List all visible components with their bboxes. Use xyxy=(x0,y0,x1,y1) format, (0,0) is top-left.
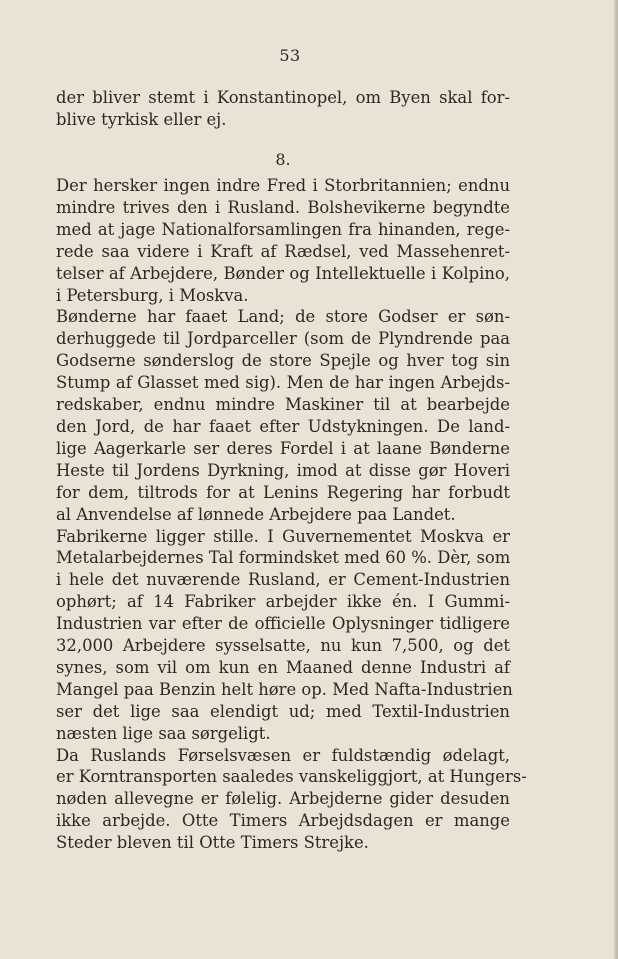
text-line: blive tyrkisk eller ej. xyxy=(56,109,227,129)
text-line: i Petersburg, i Moskva. xyxy=(56,285,249,305)
text-line: Metalarbejdernes Tal formindsket med 60 %. Dèr, som xyxy=(56,548,511,568)
text-line: for dem, tiltrods for at Lenins Regering har forbudt xyxy=(56,482,510,502)
text-line: synes, som vil om kun en Maaned denne Industri af xyxy=(56,657,510,677)
text-line: rede saa videre i Kraft af Rædsel, ved Massehenret- xyxy=(56,241,510,261)
text-line: Steder bleven til Otte Timers Strejke. xyxy=(56,833,369,853)
text-line: lige Aagerkarle ser deres Fordel i at laane Bønderne xyxy=(56,438,510,458)
text-line: mindre trives den i Rusland. Bolshevikerne begyndte xyxy=(56,197,510,217)
page-number: 53 xyxy=(279,46,301,65)
text-line: nøden allevegne er følelig. Arbejderne gider desuden xyxy=(56,789,510,809)
text-line: Mangel paa Benzin helt høre op. Med Nafta-Industrien xyxy=(56,679,513,699)
intro-paragraph xyxy=(56,87,510,131)
text-line: Godserne sønderslog de store Spejle og hver tog sin xyxy=(56,351,510,371)
text-line: den Jord, de har faaet efter Udstykningen. De land- xyxy=(56,416,510,436)
text-line: ser det lige saa elendigt ud; med Textil-Industrien xyxy=(56,701,510,721)
text-line: ophørt; af 14 Fabriker arbejder ikke én. I Gummi- xyxy=(56,592,510,612)
text-line: Stump af Glasset med sig). Men de har ingen Arbejds- xyxy=(56,373,510,393)
text-line: derhuggede til Jordparceller (som de Plyndrende paa xyxy=(56,329,510,349)
body-text xyxy=(56,175,527,854)
text-line: i hele det nuværende Rusland, er Cement-Industrien xyxy=(56,570,510,590)
text-line: Fabrikerne ligger stille. I Guvernementet Moskva er xyxy=(56,526,510,546)
text-line: Bønderne har faaet Land; de store Godser er søn- xyxy=(56,307,510,327)
text-line: Industrien var efter de officielle Oplysninger tidligere xyxy=(56,614,510,634)
text-line: der bliver stemt i Konstantinopel, om Byen skal for- xyxy=(56,88,510,107)
text-line: al Anvendelse af lønnede Arbejdere paa Landet. xyxy=(56,504,456,524)
text-line: Der hersker ingen indre Fred i Storbritannien; endnu xyxy=(56,176,510,195)
text-line: telser af Arbejdere, Bønder og Intellektuelle i Kolpino, xyxy=(56,263,510,283)
text-line: Da Ruslands Førselsvæsen er fuldstændig ødelagt, xyxy=(56,745,510,765)
text-line: redskaber, endnu mindre Maskiner til at bearbejde xyxy=(56,395,510,415)
text-line: er Korntransporten saaledes vanskeliggjort, at Hungers- xyxy=(56,767,527,787)
text-line: ikke arbejde. Otte Timers Arbejdsdagen er mange xyxy=(56,811,510,831)
text-line: 32,000 Arbejdere sysselsatte, nu kun 7,500, og det xyxy=(56,636,510,656)
text-line: Heste til Jordens Dyrkning, imod at disse gør Hoveri xyxy=(56,460,510,480)
page-edge xyxy=(614,0,618,959)
section-number: 8. xyxy=(275,150,291,169)
text-line: med at jage Nationalforsamlingen fra hinanden, rege- xyxy=(56,219,510,239)
text-line: næsten lige saa sørgeligt. xyxy=(56,723,271,743)
